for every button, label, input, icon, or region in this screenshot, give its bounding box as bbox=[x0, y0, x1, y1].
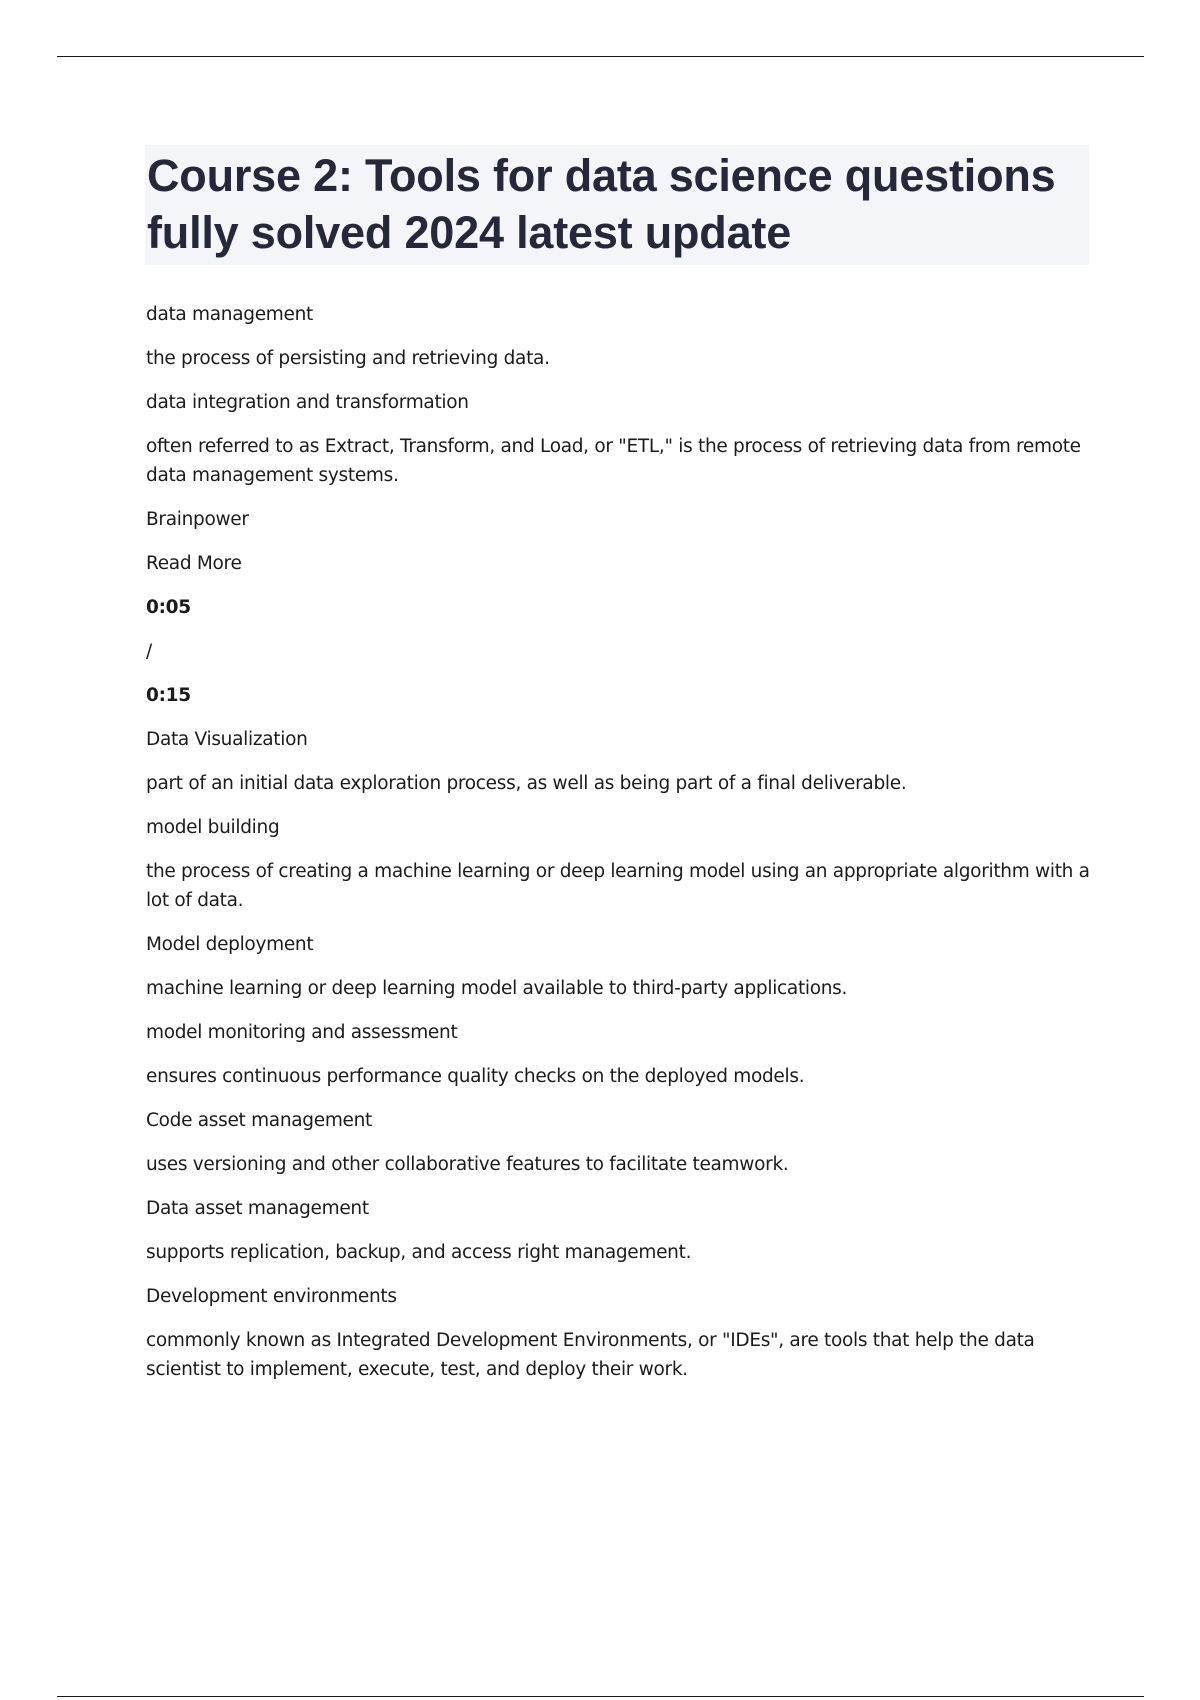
document-entry: machine learning or deep learning model available to third-party applications. bbox=[146, 978, 848, 999]
document-entry: Brainpower bbox=[146, 509, 249, 530]
document-entry: Code asset management bbox=[146, 1110, 372, 1131]
bottom-divider bbox=[57, 1696, 1144, 1697]
top-divider bbox=[57, 56, 1144, 57]
document-entry: data management bbox=[146, 304, 313, 325]
title-block bbox=[145, 145, 1089, 265]
document-entry: Model deployment bbox=[146, 934, 314, 955]
qa-list bbox=[146, 300, 1096, 1399]
document-entry: Data asset management bbox=[146, 1198, 369, 1219]
document-entry: model building bbox=[146, 817, 280, 838]
document-entry: uses versioning and other collaborative features to facilitate teamwork. bbox=[146, 1154, 789, 1175]
document-entry: 0:05 bbox=[146, 597, 191, 618]
document-entry: commonly known as Integrated Development Environments, or "IDEs", are tools that help the data scientist to implement, execute, test, and deploy their work. bbox=[146, 1330, 1035, 1380]
document-entry: data integration and transformation bbox=[146, 392, 469, 413]
document-entry: Development environments bbox=[146, 1286, 397, 1307]
document-entry: Read More bbox=[146, 553, 242, 574]
document-entry: ensures continuous performance quality checks on the deployed models. bbox=[146, 1066, 805, 1087]
document-entry: / bbox=[146, 641, 152, 662]
document-entry: the process of persisting and retrieving data. bbox=[146, 348, 550, 369]
document-entry: 0:15 bbox=[146, 685, 191, 706]
document-entry: part of an initial data exploration process, as well as being part of a final deliverable. bbox=[146, 773, 907, 794]
document-entry: often referred to as Extract, Transform, and Load, or "ETL," is the process of retrieving data from remote data management systems. bbox=[146, 436, 1081, 486]
document-entry: supports replication, backup, and access right management. bbox=[146, 1242, 692, 1263]
document-title: Course 2: Tools for data science questions fully solved 2024 latest update bbox=[147, 150, 1056, 258]
document-entry: the process of creating a machine learning or deep learning model using an appropriate algorithm with a lot of data. bbox=[146, 861, 1090, 911]
document-entry: Data Visualization bbox=[146, 729, 308, 750]
document-entry: model monitoring and assessment bbox=[146, 1022, 458, 1043]
